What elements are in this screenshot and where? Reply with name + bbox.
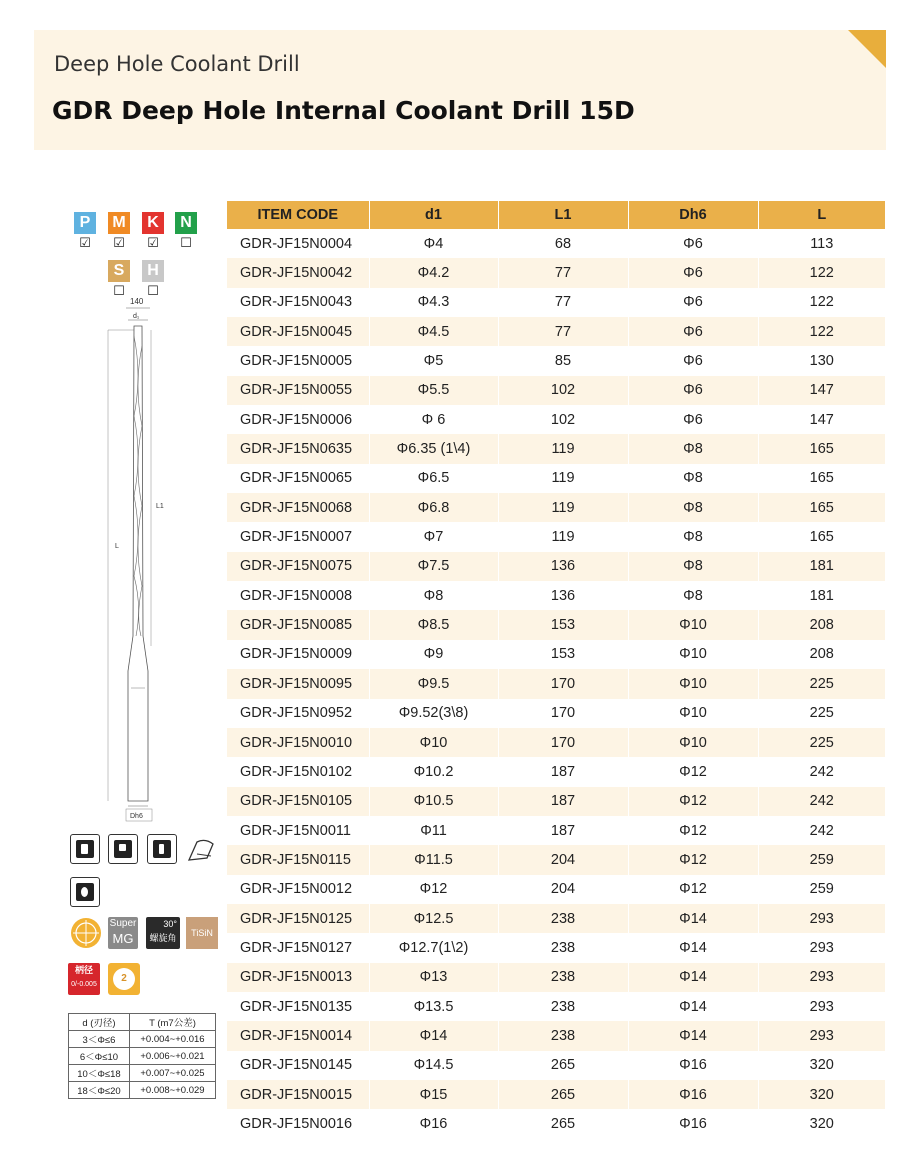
table-row: [227, 757, 885, 786]
Dh6-cell: Φ10: [628, 728, 758, 757]
Dh6-cell: Φ6: [628, 229, 758, 258]
tool-path-icon: [185, 834, 219, 866]
table-row: [227, 522, 885, 551]
table-row: [227, 581, 885, 610]
L-cell: 113: [810, 235, 834, 252]
L1-cell: 238: [498, 963, 628, 992]
L-cell: 165: [758, 434, 885, 463]
angle-label: 30°: [163, 919, 177, 929]
tolerance-row: [69, 1065, 216, 1082]
tolerance-header-d: d (刃径): [69, 1014, 130, 1031]
tolerance-row: [69, 1082, 216, 1099]
L-cell: 225: [758, 669, 885, 698]
shank-tol-label: 0/-0.005: [71, 981, 97, 988]
tolerance-value-cell: +0.006~+0.021: [129, 1048, 215, 1065]
table-row: [227, 875, 885, 904]
d1-cell: Φ6.5: [369, 464, 498, 493]
L1-cell: 170: [498, 699, 628, 728]
table-row: [227, 346, 885, 375]
table-row: [227, 728, 885, 757]
item-code-cell: GDR-JF15N0085: [227, 610, 369, 639]
Dh6-cell: Φ10: [628, 669, 758, 698]
table-row: [227, 405, 885, 434]
item-code-cell: GDR-JF15N0015: [227, 1080, 369, 1109]
L-cell: 293: [809, 939, 834, 956]
L1-cell: 238: [498, 933, 628, 962]
d1-cell: Φ6.8: [369, 493, 498, 522]
L1-cell: 238: [498, 992, 628, 1021]
d1-cell: Φ4.3: [369, 288, 498, 317]
dim-L-label: L: [115, 543, 119, 550]
table-row: [227, 992, 885, 1021]
L1-cell: 119: [498, 464, 628, 493]
shank-label: 柄径: [74, 965, 93, 975]
drill-drawing: [96, 296, 196, 826]
material-p-badge: P: [74, 212, 96, 234]
L-cell: 208: [809, 646, 834, 663]
L-cell: 165: [809, 470, 834, 487]
item-code-cell: GDR-JF15N0011: [227, 816, 369, 845]
d1-cell: Φ5: [369, 346, 498, 375]
L-cell: 225: [809, 705, 834, 722]
d1-cell: Φ4.2: [369, 258, 498, 287]
L-cell: 165: [809, 529, 834, 546]
table-row: [227, 376, 885, 405]
L1-cell: 77: [498, 288, 628, 317]
L1-cell: 265: [498, 1109, 628, 1138]
table-row: [227, 288, 885, 317]
d1-cell: Φ7.5: [369, 552, 498, 581]
Dh6-cell: Φ8: [628, 552, 758, 581]
L-cell: 181: [758, 552, 885, 581]
Dh6-cell: Φ6: [628, 405, 758, 434]
L-cell: 122: [809, 294, 834, 311]
L-cell: 208: [758, 610, 885, 639]
L1-cell: 119: [498, 434, 628, 463]
Dh6-cell: Φ12: [628, 875, 758, 904]
d1-cell: Φ9.5: [369, 669, 498, 698]
super-mg-badge: [108, 917, 138, 949]
L-cell: 320: [809, 1115, 834, 1132]
L-cell: 320: [809, 1057, 834, 1074]
super-label: Super: [109, 918, 137, 929]
Dh6-cell: Φ12: [628, 757, 758, 786]
table-row: [227, 552, 885, 581]
tolerance-range-cell: 3＜Φ≤6: [69, 1031, 130, 1048]
d1-cell: Φ4.5: [369, 317, 498, 346]
dim-140-label: 140: [130, 297, 144, 306]
Dh6-cell: Φ6: [628, 288, 758, 317]
L1-cell: 170: [498, 728, 628, 757]
table-row: [227, 1021, 885, 1050]
header-banner: [34, 30, 886, 150]
tolerance-row: [69, 1031, 216, 1048]
item-code-cell: GDR-JF15N0135: [227, 992, 369, 1021]
item-code-cell: GDR-JF15N0005: [227, 346, 369, 375]
L-cell: 259: [758, 845, 885, 874]
L-cell: 293: [758, 963, 885, 992]
L1-cell: 85: [498, 346, 628, 375]
table-row: [227, 669, 885, 698]
Dh6-cell: Φ8: [628, 434, 758, 463]
d1-cell: Φ12.7(1\2): [369, 933, 498, 962]
table-row: [227, 933, 885, 962]
d1-cell: Φ6.35 (1\4): [369, 434, 498, 463]
d1-cell: Φ 6: [369, 405, 498, 434]
product-table: [227, 201, 885, 1139]
item-code-cell: GDR-JF15N0012: [227, 875, 369, 904]
d1-cell: Φ13.5: [369, 992, 498, 1021]
L-cell: 147: [758, 376, 885, 405]
item-code-cell: GDR-JF15N0006: [227, 405, 369, 434]
table-row: [227, 434, 885, 463]
table-row: [227, 317, 885, 346]
header-L1: L1: [498, 201, 628, 229]
L1-cell: 153: [498, 610, 628, 639]
L-cell: 181: [809, 587, 834, 604]
material-s-checkbox: ☐: [113, 283, 125, 298]
item-code-cell: GDR-JF15N0125: [227, 904, 369, 933]
item-code-cell: GDR-JF15N0007: [227, 522, 369, 551]
Dh6-cell: Φ6: [628, 258, 758, 287]
L-cell: 225: [758, 728, 885, 757]
item-code-cell: GDR-JF15N0014: [227, 1021, 369, 1050]
L1-cell: 77: [498, 317, 628, 346]
L1-cell: 238: [498, 904, 628, 933]
Dh6-cell: Φ16: [628, 1080, 758, 1109]
table-row: [227, 464, 885, 493]
item-code-cell: GDR-JF15N0145: [227, 1051, 369, 1080]
L1-cell: 119: [498, 522, 628, 551]
item-code-cell: GDR-JF15N0016: [227, 1109, 369, 1138]
material-n-badge: N: [175, 212, 197, 234]
tolerance-row: [69, 1048, 216, 1065]
Dh6-cell: Φ12: [628, 816, 758, 845]
d1-cell: Φ14: [369, 1021, 498, 1050]
L-cell: 165: [758, 493, 885, 522]
Dh6-cell: Φ14: [628, 963, 758, 992]
L1-cell: 77: [498, 258, 628, 287]
L-cell: 242: [809, 822, 834, 839]
table-row: [227, 1109, 885, 1138]
item-code-cell: GDR-JF15N0102: [227, 757, 369, 786]
header-item-code: ITEM CODE: [227, 201, 369, 229]
drilling-icon: [70, 834, 100, 864]
Dh6-cell: Φ10: [628, 699, 758, 728]
tolerance-table: [68, 1013, 216, 1099]
material-m-checkbox: ☑: [113, 235, 125, 250]
Dh6-cell: Φ8: [628, 581, 758, 610]
table-row: [227, 229, 885, 258]
item-code-cell: GDR-JF15N0013: [227, 963, 369, 992]
d1-cell: Φ13: [369, 963, 498, 992]
item-code-cell: GDR-JF15N0008: [227, 581, 369, 610]
d1-cell: Φ4: [369, 229, 498, 258]
L1-cell: 187: [498, 816, 628, 845]
tolerance-range-cell: 6＜Φ≤10: [69, 1048, 130, 1065]
tolerance-value-cell: +0.004~+0.016: [129, 1031, 215, 1048]
Dh6-cell: Φ16: [628, 1109, 758, 1138]
Dh6-cell: Φ16: [628, 1051, 758, 1080]
flutes-badge: [108, 963, 140, 995]
table-row: [227, 699, 885, 728]
material-k-checkbox: ☑: [147, 235, 159, 250]
d1-cell: Φ11.5: [369, 845, 498, 874]
Dh6-cell: Φ8: [628, 464, 758, 493]
material-p-checkbox: ☑: [79, 235, 91, 250]
tolerance-header-t: T (m7公差): [129, 1014, 215, 1031]
table-row: [227, 258, 885, 287]
L1-cell: 238: [498, 1021, 628, 1050]
item-code-cell: GDR-JF15N0127: [227, 933, 369, 962]
L-cell: 293: [809, 998, 834, 1015]
Dh6-cell: Φ14: [628, 904, 758, 933]
L-cell: 147: [809, 411, 834, 428]
item-code-cell: GDR-JF15N0042: [227, 258, 369, 287]
L1-cell: 187: [498, 787, 628, 816]
table-row: [227, 816, 885, 845]
L-cell: 293: [758, 1021, 885, 1050]
L-cell: 293: [758, 904, 885, 933]
dim-d1-label: d₁: [133, 313, 140, 320]
L1-cell: 136: [498, 552, 628, 581]
material-k-badge: K: [142, 212, 164, 234]
L1-cell: 204: [498, 845, 628, 874]
L-cell: 242: [809, 763, 834, 780]
table-row: [227, 610, 885, 639]
Dh6-cell: Φ12: [628, 845, 758, 874]
Dh6-cell: Φ14: [628, 992, 758, 1021]
item-code-cell: GDR-JF15N0952: [227, 699, 369, 728]
item-code-cell: GDR-JF15N0043: [227, 288, 369, 317]
shank-tolerance-badge: [68, 963, 100, 995]
L1-cell: 136: [498, 581, 628, 610]
L-cell: 130: [809, 353, 834, 370]
d1-cell: Φ10: [369, 728, 498, 757]
material-h-badge: H: [142, 260, 164, 282]
table-row: [227, 640, 885, 669]
d1-cell: Φ12: [369, 875, 498, 904]
L1-cell: 102: [498, 405, 628, 434]
L-cell: 320: [758, 1080, 885, 1109]
item-code-cell: GDR-JF15N0105: [227, 787, 369, 816]
item-code-cell: GDR-JF15N0010: [227, 728, 369, 757]
L-cell: 122: [758, 258, 885, 287]
page-subtitle: Deep Hole Coolant Drill: [54, 52, 300, 76]
helix-angle-badge: [146, 917, 180, 949]
tolerance-range-cell: 18＜Φ≤20: [69, 1082, 130, 1099]
L-cell: 242: [758, 787, 885, 816]
L1-cell: 153: [498, 640, 628, 669]
L-cell: 259: [809, 881, 834, 898]
flutes-count: 2: [113, 968, 135, 990]
table-row: [227, 493, 885, 522]
L1-cell: 68: [498, 229, 628, 258]
header-L: L: [758, 201, 885, 229]
L1-cell: 102: [498, 376, 628, 405]
d1-cell: Φ9: [369, 640, 498, 669]
header-d1: d1: [369, 201, 498, 229]
Dh6-cell: Φ14: [628, 933, 758, 962]
Dh6-cell: Φ10: [628, 610, 758, 639]
d1-cell: Φ10.5: [369, 787, 498, 816]
item-code-cell: GDR-JF15N0004: [227, 229, 369, 258]
d1-cell: Φ9.52(3\8): [369, 699, 498, 728]
L1-cell: 187: [498, 757, 628, 786]
item-code-cell: GDR-JF15N0075: [227, 552, 369, 581]
d1-cell: Φ11: [369, 816, 498, 845]
Dh6-cell: Φ6: [628, 376, 758, 405]
Dh6-cell: Φ8: [628, 522, 758, 551]
d1-cell: Φ8.5: [369, 610, 498, 639]
Dh6-cell: Φ14: [628, 1021, 758, 1050]
d1-cell: Φ7: [369, 522, 498, 551]
dial-icon: [70, 917, 102, 949]
material-m-badge: M: [108, 212, 130, 234]
item-code-cell: GDR-JF15N0009: [227, 640, 369, 669]
item-code-cell: GDR-JF15N0065: [227, 464, 369, 493]
L1-cell: 119: [498, 493, 628, 522]
d1-cell: Φ15: [369, 1080, 498, 1109]
material-n-checkbox: ☐: [180, 235, 192, 250]
table-row: [227, 1080, 885, 1109]
header-Dh6: Dh6: [628, 201, 758, 229]
L1-cell: 265: [498, 1080, 628, 1109]
threading-icon: [147, 834, 177, 864]
Dh6-cell: Φ8: [628, 493, 758, 522]
L1-cell: 204: [498, 875, 628, 904]
item-code-cell: GDR-JF15N0115: [227, 845, 369, 874]
L1-cell: 265: [498, 1051, 628, 1080]
blind-hole-icon: [108, 834, 138, 864]
Dh6-cell: Φ6: [628, 317, 758, 346]
table-row: [227, 1051, 885, 1080]
tolerance-value-cell: +0.008~+0.029: [129, 1082, 215, 1099]
L1-cell: 170: [498, 669, 628, 698]
item-code-cell: GDR-JF15N0068: [227, 493, 369, 522]
material-h-checkbox: ☐: [147, 283, 159, 298]
item-code-cell: GDR-JF15N0635: [227, 434, 369, 463]
d1-cell: Φ16: [369, 1109, 498, 1138]
tolerance-range-cell: 10＜Φ≤18: [69, 1065, 130, 1082]
helix-label: 螺旋角: [149, 933, 177, 943]
tolerance-value-cell: +0.007~+0.025: [129, 1065, 215, 1082]
d1-cell: Φ14.5: [369, 1051, 498, 1080]
d1-cell: Φ12.5: [369, 904, 498, 933]
Dh6-cell: Φ10: [628, 640, 758, 669]
Dh6-cell: Φ12: [628, 787, 758, 816]
table-row: [227, 787, 885, 816]
tisin-coating-badge: TiSiN: [186, 917, 218, 949]
item-code-cell: GDR-JF15N0045: [227, 317, 369, 346]
item-code-cell: GDR-JF15N0095: [227, 669, 369, 698]
corner-decoration: [848, 30, 886, 68]
dim-L1-label: L1: [156, 503, 164, 510]
d1-cell: Φ5.5: [369, 376, 498, 405]
Dh6-cell: Φ6: [628, 346, 758, 375]
L-cell: 122: [758, 317, 885, 346]
dim-Dh6-label: Dh6: [130, 813, 143, 820]
page-title: GDR Deep Hole Internal Coolant Drill 15D: [52, 96, 635, 125]
mg-label: MG: [112, 931, 134, 946]
d1-cell: Φ8: [369, 581, 498, 610]
coolant-drill-icon: [70, 877, 100, 907]
material-s-badge: S: [108, 260, 130, 282]
table-row: [227, 845, 885, 874]
table-row: [227, 963, 885, 992]
table-row: [227, 904, 885, 933]
d1-cell: Φ10.2: [369, 757, 498, 786]
item-code-cell: GDR-JF15N0055: [227, 376, 369, 405]
